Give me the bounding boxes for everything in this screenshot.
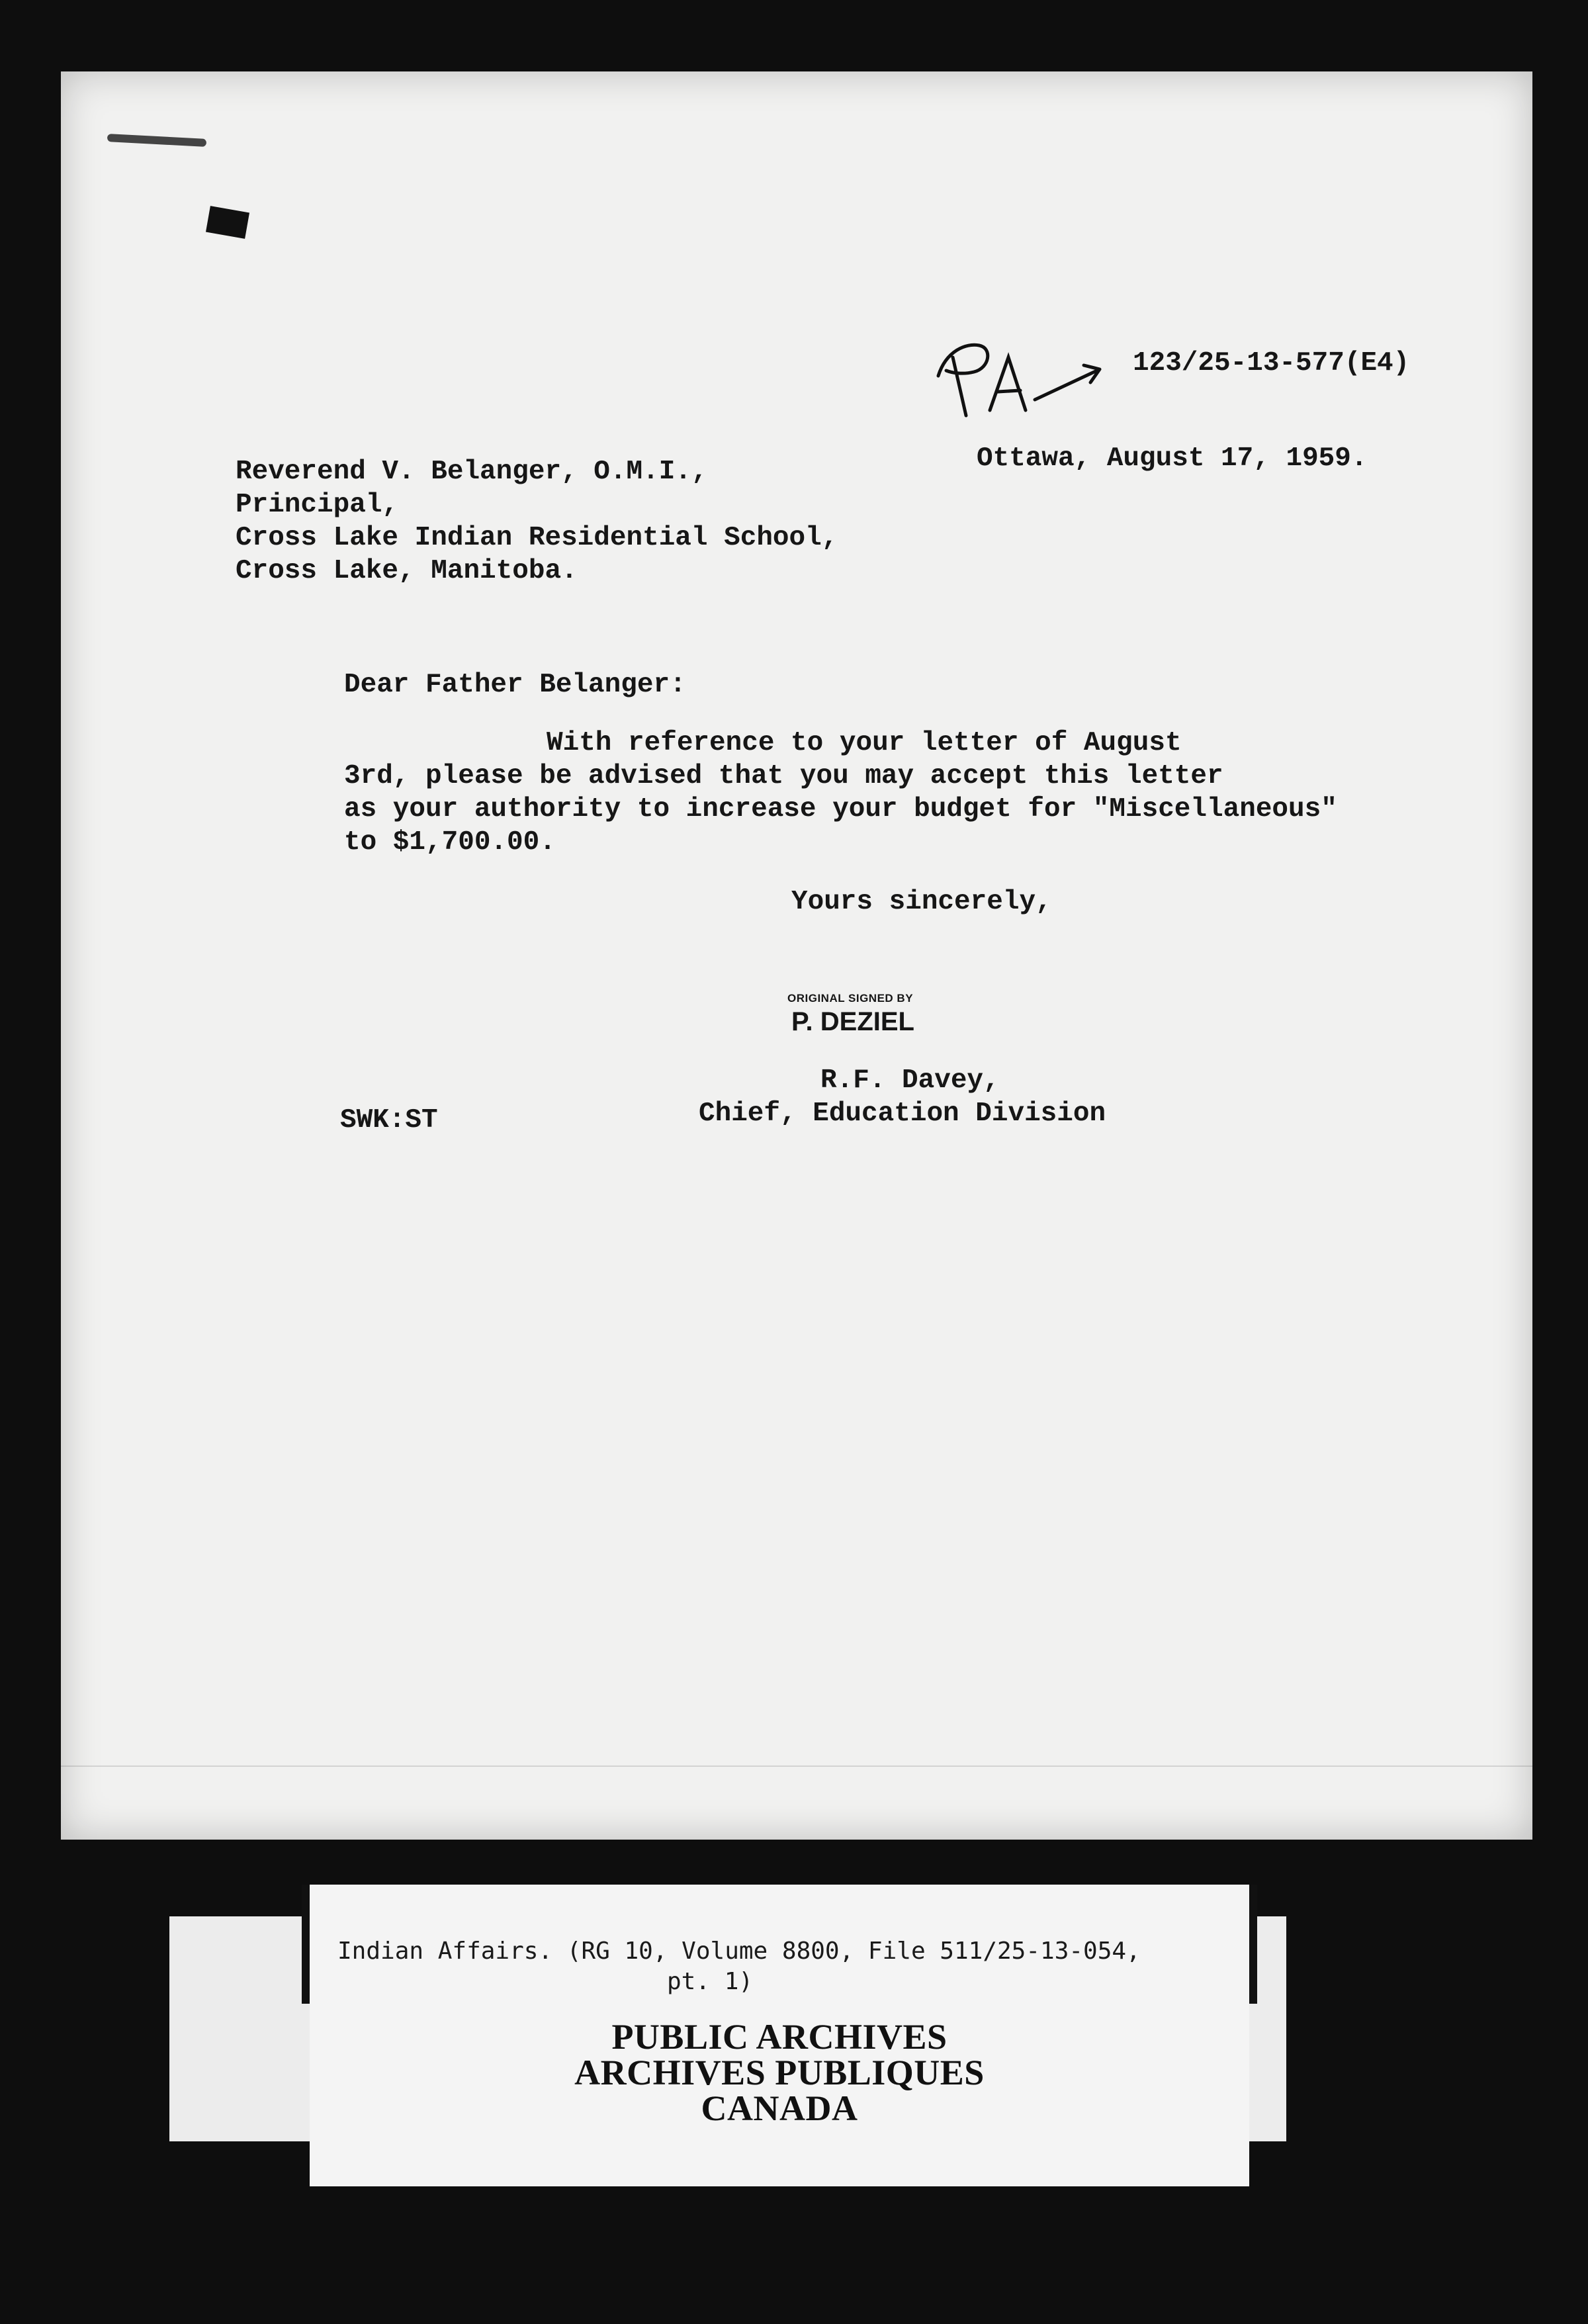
signature-stamp-name: P. DEZIEL [791,1007,914,1036]
date-line: Ottawa, August 17, 1959. [977,443,1368,474]
recipient-line: Cross Lake, Manitoba. [236,556,578,586]
body-line: to $1,700.00. [344,827,556,858]
body-line: With reference to your letter of August [547,728,1182,758]
handwritten-text: PA [926,331,928,332]
signer-title: Chief, Education Division [699,1098,1106,1129]
smudge-mark [107,134,206,147]
archives-heading-fr: ARCHIVES PUBLIQUES [574,2053,985,2092]
recipient-line: Cross Lake Indian Residential School, [236,523,838,553]
file-reference: 123/25-13-577(E4) [1133,348,1410,379]
body-line: 3rd, please be advised that you may accept this letter [344,761,1223,791]
label-edge [1249,1885,1257,2004]
archive-citation-line: Indian Affairs. (RG 10, Volume 8800, File 511/25-13-054, [337,1938,1141,1965]
body-line: as your authority to increase your budget for "Miscellaneous" [344,794,1337,825]
signer-name: R.F. Davey, [820,1065,1000,1096]
signature-stamp-heading: ORIGINAL SIGNED BY [787,992,914,1005]
salutation: Dear Father Belanger: [344,670,686,700]
handwritten-annotation [926,331,1151,437]
letter-page [61,71,1532,1840]
punch-mark [206,206,249,239]
archives-heading-country: CANADA [701,2088,858,2128]
closing: Yours sincerely, [791,887,1052,917]
recipient-line: Principal, [236,490,399,520]
archives-heading-en: PUBLIC ARCHIVES [611,2017,948,2057]
recipient-line: Reverend V. Belanger, O.M.I., [236,457,708,487]
label-edge [302,1885,310,2004]
archive-citation-line: pt. 1) [667,1968,754,1995]
initials: SWK:ST [340,1105,438,1136]
